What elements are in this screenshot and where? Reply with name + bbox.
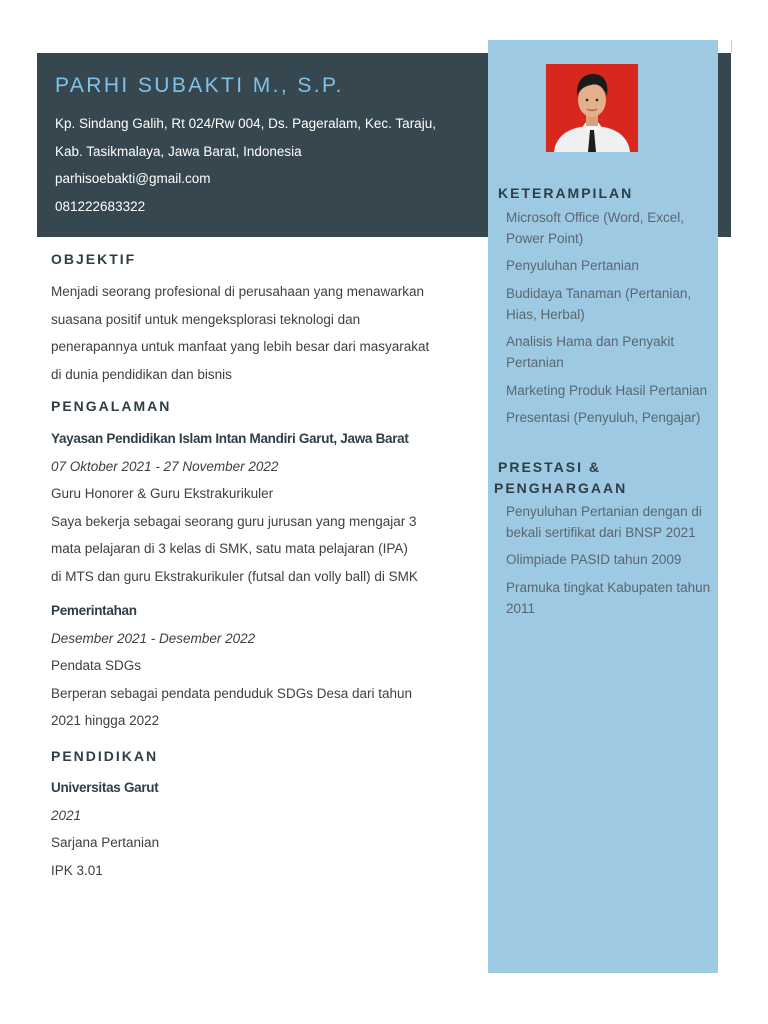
- skills-list: [506, 208, 716, 436]
- email: parhisoebakti@gmail.com: [55, 171, 211, 186]
- experience-desc-line: mata pelajaran di 3 kelas di SMK, satu mata pelajaran (IPA): [51, 541, 408, 556]
- objective-text: [51, 278, 471, 388]
- experience-title: PENGALAMAN: [51, 398, 172, 414]
- education-gpa: IPK 3.01: [51, 862, 103, 878]
- experience-date: Desember 2021 - Desember 2022: [51, 630, 256, 646]
- skill-item: Analisis Hama dan Penyakit Pertanian: [506, 334, 675, 371]
- skill-item: Marketing Produk Hasil Pertanian: [506, 382, 708, 398]
- address-line-2: Kab. Tasikmalaya, Jawa Barat, Indonesia: [55, 143, 302, 159]
- achievements-title-line-1: PRESTASI &: [498, 459, 601, 475]
- objective-line: penerapannya untuk manfaat yang lebih besar dari masyarakat: [51, 339, 430, 354]
- education-degree: Sarjana Pertanian: [51, 835, 160, 850]
- candidate-name: PARHI SUBAKTI M., S.P.: [55, 74, 344, 97]
- experience-item-1: [51, 425, 471, 590]
- achievement-item: Olimpiade PASID tahun 2009: [506, 552, 682, 568]
- experience-item-2: [51, 597, 471, 735]
- experience-desc-line: di MTS dan guru Ekstrakurikuler (futsal dan volly ball) di SMK: [51, 568, 418, 584]
- experience-date: 07 Oktober 2021 - 27 November 2022: [51, 458, 279, 474]
- objective-title: OBJEKTIF: [51, 251, 137, 267]
- experience-desc-line: Saya bekerja sebagai seorang guru jurusan yang mengajar 3: [51, 513, 417, 529]
- experience-desc-line: 2021 hingga 2022: [51, 713, 160, 728]
- skill-item: Presentasi (Penyuluh, Pengajar): [506, 410, 701, 426]
- page-edge: [731, 40, 732, 53]
- skill-item: Microsoft Office (Word, Excel, Power Point): [506, 210, 685, 246]
- skill-item: Budidaya Tanaman (Pertanian, Hias, Herbal): [506, 285, 692, 322]
- skills-title: KETERAMPILAN: [498, 185, 634, 201]
- achievements-title: [494, 457, 627, 498]
- profile-photo: [546, 64, 638, 152]
- address-line-1: Kp. Sindang Galih, Rt 024/Rw 004, Ds. Pageralam, Kec. Taraju,: [55, 116, 436, 131]
- education-year: 2021: [51, 807, 82, 823]
- experience-org: Pemerintahan: [51, 603, 137, 618]
- experience-desc-line: Berperan sebagai pendata penduduk SDGs Desa dari tahun: [51, 685, 412, 701]
- contact-block: [55, 110, 485, 220]
- experience-role: Guru Honorer & Guru Ekstrakurikuler: [51, 486, 274, 501]
- skill-item: Penyuluhan Pertanian: [506, 258, 639, 274]
- experience-role: Pendata SDGs: [51, 658, 142, 673]
- objective-line: Menjadi seorang profesional di perusahaan yang menawarkan: [51, 284, 424, 299]
- education-item: [51, 774, 471, 884]
- experience-org: Yayasan Pendidikan Islam Intan Mandiri Garut, Jawa Barat: [51, 431, 409, 446]
- phone: 081222683322: [55, 198, 146, 214]
- education-school: Universitas Garut: [51, 780, 159, 795]
- achievements-list: [506, 502, 716, 626]
- education-title: PENDIDIKAN: [51, 748, 159, 764]
- achievements-title-line-2: PENGHARGAAN: [494, 479, 628, 496]
- objective-line: suasana positif untuk mengeksplorasi teknologi dan: [51, 311, 361, 327]
- objective-line: di dunia pendidikan dan bisnis: [51, 366, 232, 382]
- achievement-item: Penyuluhan Pertanian dengan di bekali sertifikat dari BNSP 2021: [506, 504, 702, 540]
- achievement-item: Pramuka tingkat Kabupaten tahun 2011: [506, 579, 711, 616]
